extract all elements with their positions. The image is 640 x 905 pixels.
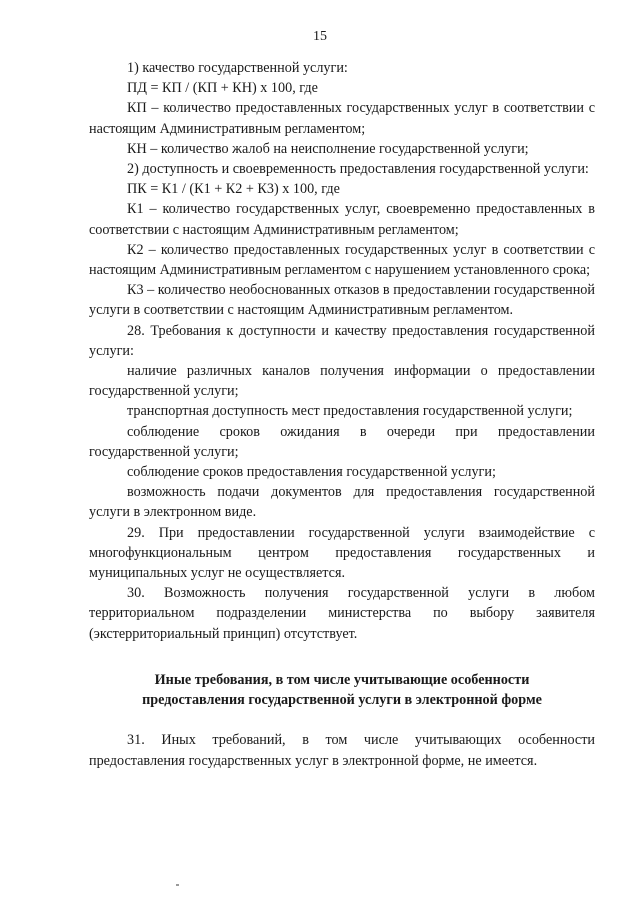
scan-mark xyxy=(176,884,179,886)
definition-kn: КН – количество жалоб на неисполнение государственной услуги; xyxy=(127,140,529,157)
paragraph-31: 31. Иных требований, в том числе учитывающих особенности предоставления государственных услуг в электронной форме, не имеется. xyxy=(89,732,595,769)
page-number: 15 xyxy=(313,29,327,44)
document-body xyxy=(89,58,595,771)
definition-k3: К3 – количество необоснованных отказов в предоставлении государственной услуги в соответствии с настоящим Административным регламентом. xyxy=(89,282,595,319)
definition-kp: КП – количество предоставленных государственных услуг в соответствии с настоящим Административным регламентом; xyxy=(89,100,595,137)
requirement-queue-time: соблюдение сроков ожидания в очереди при предоставлении государственной услуги; xyxy=(89,423,595,460)
requirement-info-channels: наличие различных каналов получения информации о предоставлении государственной услуги; xyxy=(89,363,595,400)
requirement-transport: транспортная доступность мест предоставления государственной услуги; xyxy=(127,403,573,420)
section-heading-line-2: предоставления государственной услуги в электронной форме xyxy=(142,692,542,709)
formula-pk: ПК = К1 / (К1 + К2 + К3) х 100, где xyxy=(127,181,340,198)
paragraph-29: 29. При предоставлении государственной услуги взаимодействие с многофункциональным центром предоставления государственных и муниципальных услуг не осуществляется. xyxy=(89,524,595,582)
section-heading xyxy=(89,670,595,710)
requirement-service-time: соблюдение сроков предоставления государственной услуги; xyxy=(127,464,496,481)
definition-k2: К2 – количество предоставленных государственных услуг в соответствии с настоящим Административным регламентом с нарушением установленного срока; xyxy=(89,241,595,279)
paragraph-30: 30. Возможность получения государственной услуги в любом территориальном подразделении министерства по выбору заявителя (экстерриториальный принцип) отсутствует. xyxy=(89,585,595,642)
definition-k1: К1 – количество государственных услуг, своевременно предоставленных в соответствии с настоящим Административным регламентом; xyxy=(89,201,595,238)
paragraph-28: 28. Требования к доступности и качеству предоставления государственной услуги: xyxy=(89,322,595,359)
section-heading-line-1: Иные требования, в том числе учитывающие особенности xyxy=(154,671,530,688)
paragraph-quality: 1) качество государственной услуги: xyxy=(127,60,348,76)
formula-pd: ПД = КП / (КП + КН) х 100, где xyxy=(127,80,318,97)
requirement-electronic: возможность подачи документов для предоставления государственной услуги в электронном виде. xyxy=(89,484,595,521)
paragraph-accessibility: 2) доступность и своевременность предоставления государственной услуги: xyxy=(127,161,589,178)
